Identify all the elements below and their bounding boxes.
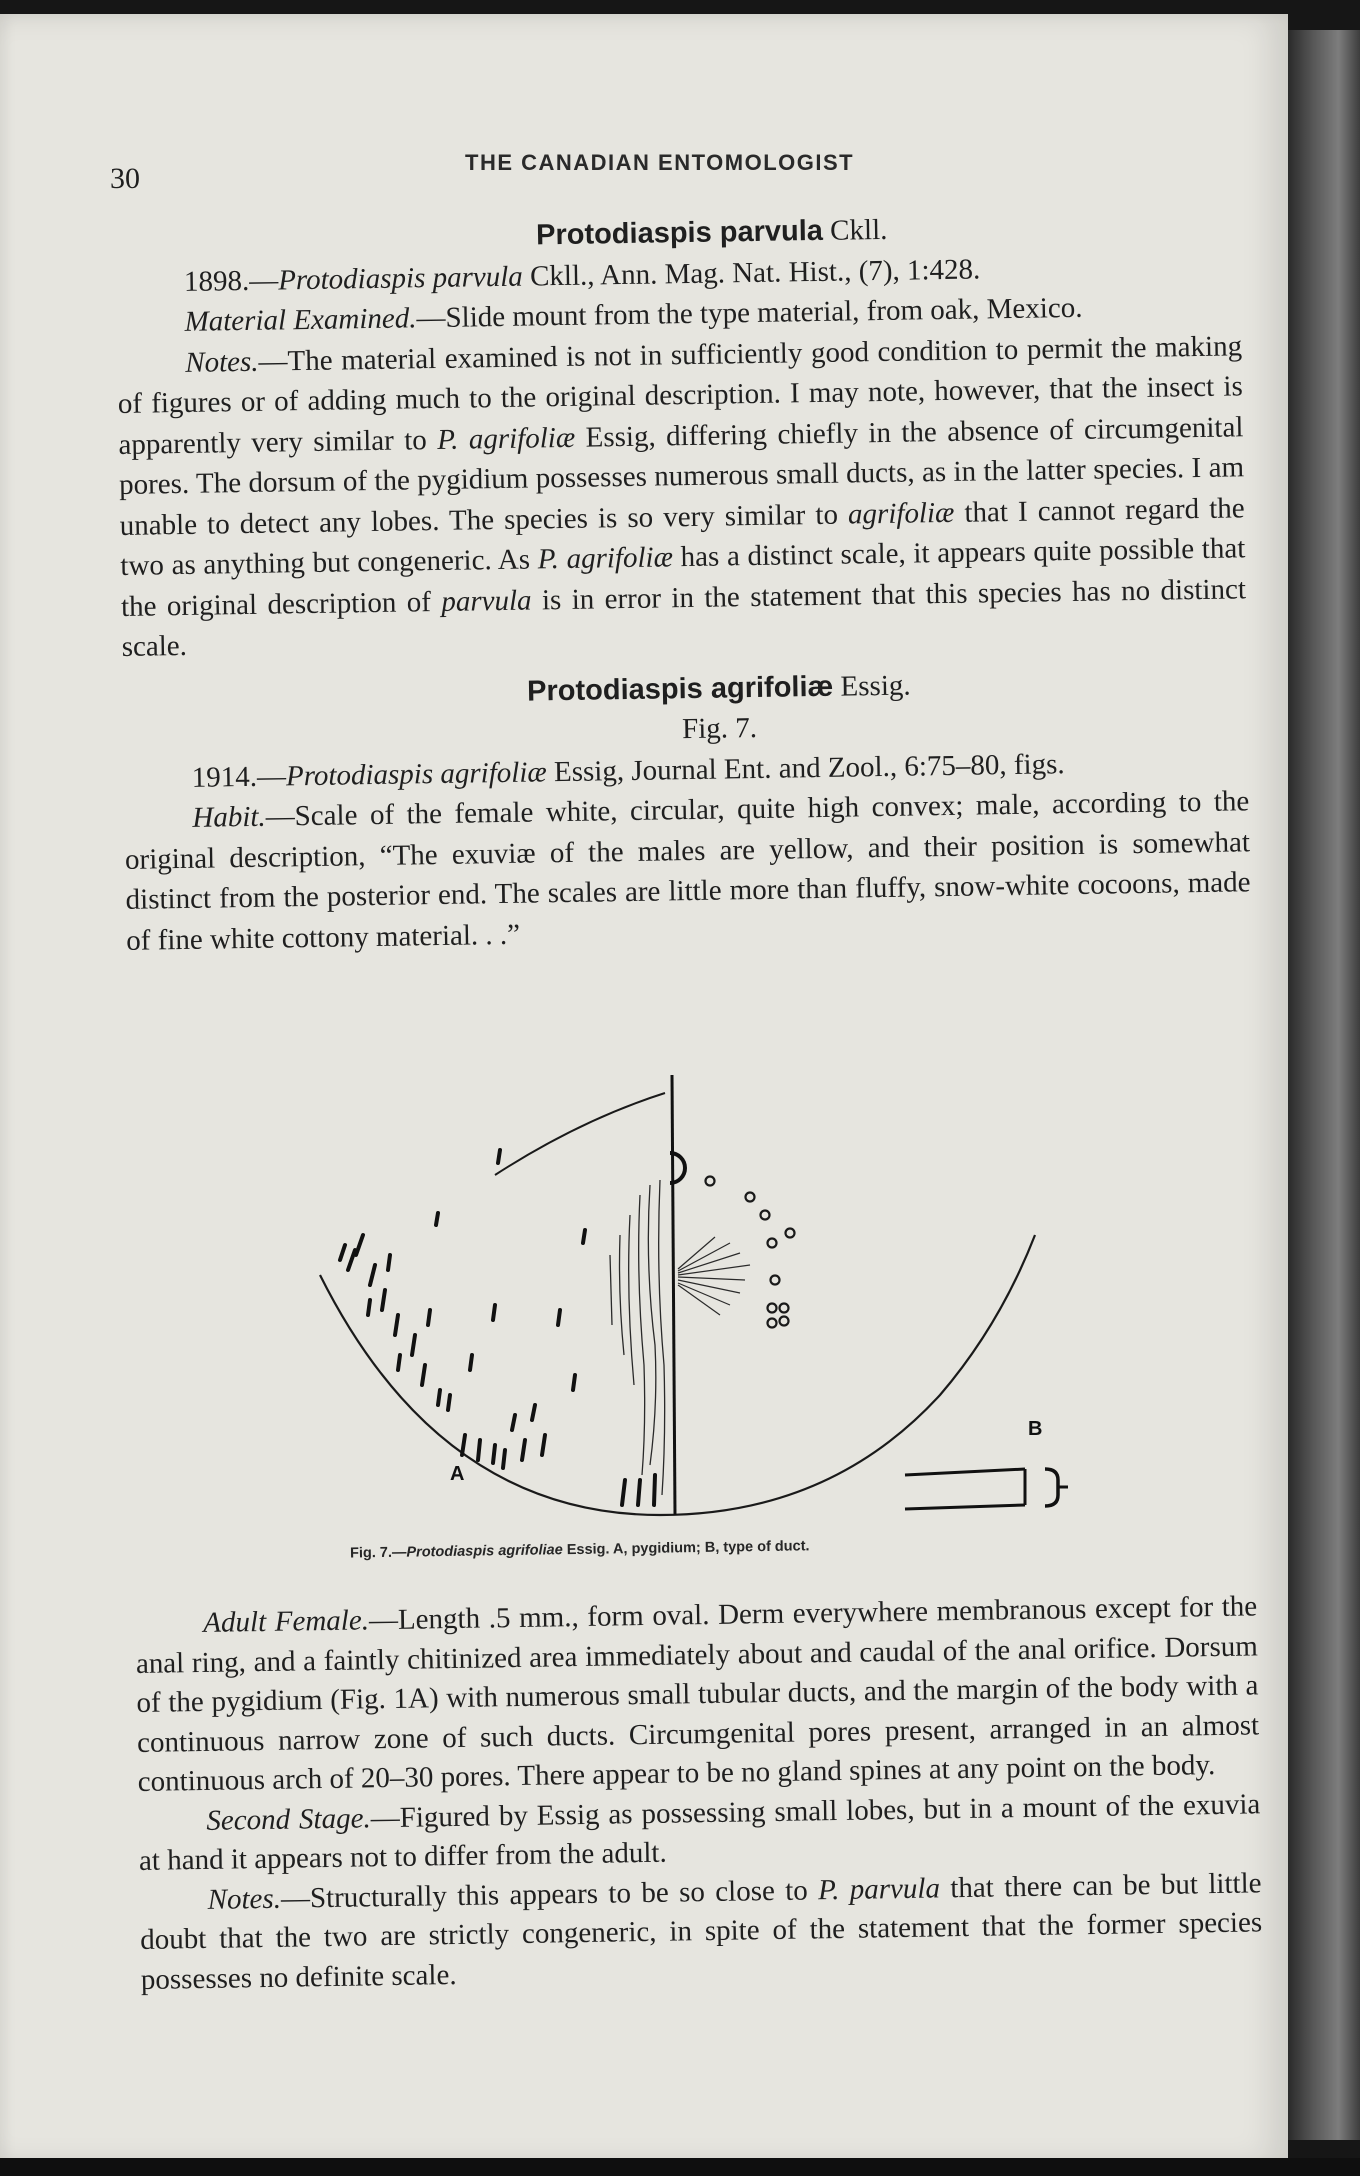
notes-agrifoliae: Notes.—Structurally this appears to be so close to P. parvula that there can be but little doubt that the two are strictly congeneric, in spite of the statement that the former species possesses no definite scale. [140, 1866, 1263, 1996]
species-heading-parvula: Protodiaspis parvula Ckll. [535, 213, 888, 252]
habit-paragraph: Habit.—Scale of the female white, circular, quite high convex; male, according to the original description, “The exuviæ of the males are yellow, and their position is somewhat distinct from the posterior end. The scales are little more than fluffy, snow-white cocoons, made of fine white cottony material. . .” [124, 785, 1251, 957]
figure-7-pygidium-drawing [300, 1065, 1100, 1540]
running-header [110, 150, 1240, 195]
figure-label-b: B [1028, 1418, 1043, 1440]
notes-parvula: Notes.—The material examined is not in sufficiently good condition to permit the making of figures or of adding much to the original description. I may note, however, that the insect is apparently very similar to P. agrifoliæ Essig, differing chiefly in the absence of circumgenital pores. The dorsum of the pygidium possesses numerous small ducts, as in the latter species. I am unable to detect any lobes. The species is so very similar to agrifoliæ that I cannot regard the two as anything but congeneric. As P. agrifoliæ has a distinct scale, it appears quite possible that the original description of parvula is in error in the statement that this species has no distinct scale. [117, 329, 1247, 663]
scan-border [0, 2158, 1360, 2176]
material-examined: Material Examined.—Slide mount from the type material, from oak, Mexico. [184, 291, 1083, 338]
second-stage-paragraph: Second Stage.—Figured by Essig as possessing small lobes, but in a mount of the exuvia at hand it appears not to differ from the adult. [138, 1787, 1261, 1877]
figure-label-a: A [450, 1463, 465, 1485]
figure-reference: Fig. 7. [681, 711, 758, 746]
text-block-upper [115, 204, 1251, 961]
text-block-lower [135, 1587, 1263, 2000]
adult-female-paragraph: Adult Female.—Length .5 mm., form oval. Derm everywhere membranous except for the anal ring, and a faintly chitinized area immediately about and caudal of the anal orifice. Dorsum of the pygidium (Fig. 1A) with numerous small tubular ducts, and the margin of the body with a continuous narrow zone of such ducts. Circumgenital pores present, arranged in an almost continuous arch of 20–30 pores. There appear to be no gland spines at any point on the body. [135, 1590, 1260, 1798]
species-heading-agrifoliae: Protodiaspis agrifoliæ Essig. [526, 669, 911, 708]
page-number: 30 [110, 162, 140, 195]
citation-parvula: 1898.—Protodiaspis parvula Ckll., Ann. Mag. Nat. Hist., (7), 1:428. [183, 252, 981, 298]
citation-agrifoliae: 1914.—Protodiaspis agrifoliæ Essig, Journal Ent. and Zool., 6:75–80, figs. [191, 747, 1065, 794]
figure-caption: Fig. 7.—Protodiaspis agrifoliae Essig. A, pygidium; B, type of duct. [349, 1538, 810, 1562]
page-edge-shadow [1288, 30, 1360, 2140]
journal-title: THE CANADIAN ENTOMOLOGIST [465, 150, 855, 175]
